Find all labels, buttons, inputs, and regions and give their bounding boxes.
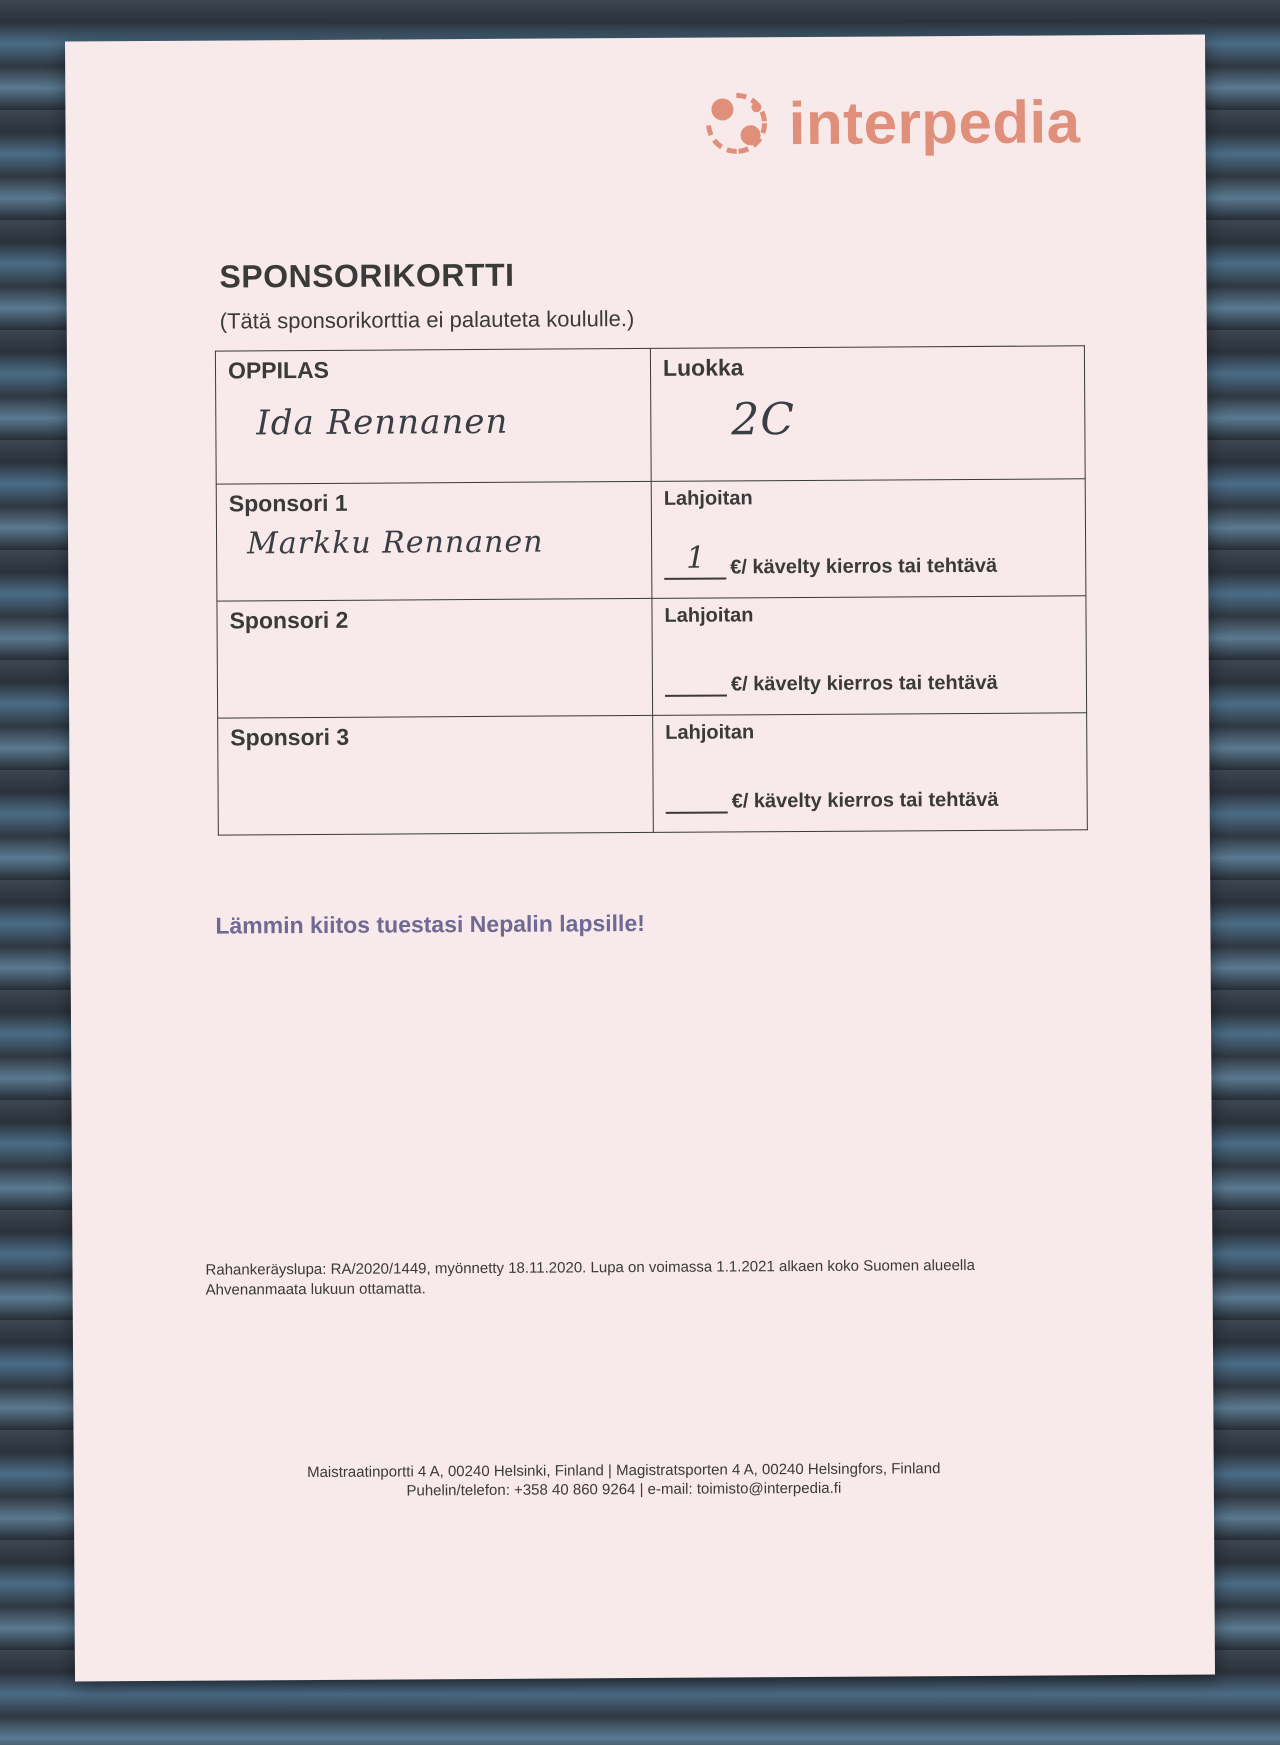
interpedia-logo-icon xyxy=(701,87,773,159)
sponsor-table xyxy=(215,345,1088,835)
footer-address: Maistraatinportti 4 A, 00240 Helsinki, Finland | Magistratsporten 4 A, 00240 Helsingfors, Finland xyxy=(306,1460,941,1482)
sponsor-2-cell[interactable] xyxy=(217,598,653,718)
thank-you-message: Lämmin kiitos tuestasi Nepalin lapsille! xyxy=(215,909,645,939)
class-cell[interactable] xyxy=(650,346,1085,482)
donation-2-amount-field[interactable] xyxy=(665,668,727,696)
sponsor-row-1 xyxy=(216,479,1086,601)
logo-text: interpedia xyxy=(788,87,1081,157)
interpedia-logo xyxy=(701,85,1081,159)
donation-1-label: Lahjoitan xyxy=(663,487,753,510)
page-subtitle: (Tätä sponsorikorttia ei palauteta koululle.) xyxy=(219,306,635,334)
donation-3-amount-field[interactable] xyxy=(666,785,728,813)
donation-3-pledge xyxy=(666,784,999,814)
student-label: OPPILAS xyxy=(227,356,330,384)
donation-1-amount: 1 xyxy=(686,540,706,576)
class-label: Luokka xyxy=(662,354,744,381)
sponsor-3-cell[interactable] xyxy=(218,715,654,835)
donation-2-unit: €/ kävelty kierros tai tehtävä xyxy=(730,671,998,696)
donation-2-pledge xyxy=(665,667,998,697)
sponsor-1-label: Sponsori 1 xyxy=(228,489,348,517)
donation-2-cell[interactable] xyxy=(652,596,1087,716)
donation-1-cell[interactable] xyxy=(651,479,1086,599)
class-value: 2C xyxy=(731,394,796,446)
fundraising-permit-text: Rahankeräyslupa: RA/2020/1449, myönnetty 18.11.2020. Lupa on voimassa 1.1.2021 alkaen koko Suomen alueella Ahvenanmaata lukuun ottamatta. xyxy=(205,1256,975,1299)
student-row xyxy=(215,346,1085,484)
donation-1-pledge xyxy=(664,540,998,580)
student-cell[interactable] xyxy=(215,348,651,484)
sponsor-1-name: Markku Rennanen xyxy=(246,524,544,562)
sponsor-1-cell[interactable] xyxy=(216,481,652,601)
donation-3-label: Lahjoitan xyxy=(665,721,755,744)
donation-2-label: Lahjoitan xyxy=(664,604,754,627)
sponsor-row-3 xyxy=(218,713,1088,835)
footer xyxy=(74,1458,1174,1503)
donation-3-unit: €/ kävelty kierros tai tehtävä xyxy=(731,788,999,813)
donation-1-unit: €/ kävelty kierros tai tehtävä xyxy=(730,554,998,579)
page-title: SPONSORIKORTTI xyxy=(219,256,515,295)
donation-1-amount-field[interactable] xyxy=(664,540,726,579)
sponsor-row-2 xyxy=(217,596,1087,718)
sponsor-2-label: Sponsori 2 xyxy=(229,606,349,634)
student-name: Ida Rennanen xyxy=(256,401,509,444)
footer-contact: Puhelin/telefon: +358 40 860 9264 | e-mail: toimisto@interpedia.fi xyxy=(406,1479,842,1500)
sponsor-card-sheet xyxy=(65,35,1215,1682)
sponsor-3-label: Sponsori 3 xyxy=(230,723,350,751)
donation-3-cell[interactable] xyxy=(653,713,1088,833)
